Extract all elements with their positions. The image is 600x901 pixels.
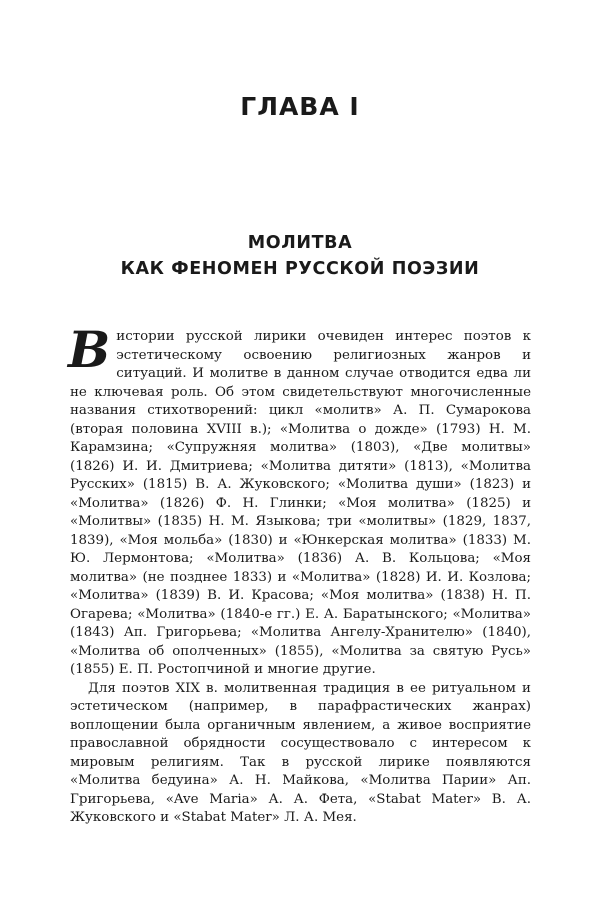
paragraph-1-text: истории русской лирики очевиден интерес поэтов к эстетическому освоению религиозных жанров и ситуаций. И молитве в данном случае отводится едва ли не ключевая роль. Об этом свидетельствуют многочисленные названия стихотворений: цикл «молитв» А. П. Сумарокова (вторая половина XVIII в.); «Молитва о дожде» (1793) Н. М. Карамзина; «Супружняя молитва» (1803), «Две молитвы» (1826) И. И. Дмитриева; «Молитва дитяти» (1813), «Молитва Русских» (1815) В. А. Жуковского; «Молитва души» (1823) и «Молитва» (1826) Ф. Н. Глинки; «Моя молитва» (1825) и «Молитвы» (1835) Н. М. Языкова; три «молитвы» (1829, 1837, 1839), «Моя мольба» (1830) и «Юнкерская молитва» (1833) М. Ю. Лермонтова; «Молитва» (1836) А. В. Кольцова; «Моя молитва» (не позднее 1833) и «Молитва» (1828) И. И. Козлова; «Молитва» (1839) В. И. Красова; «Моя молитва» (1838) Н. П. Огарева; «Молитва» (1840-е гг.) Е. А. Баратынского; «Молитва» (1843) Ап. Григорьева; «Молитва Ангелу-Хранителю» (1840), «Молитва об ополченных» (1855), «Молитва за святую Русь» (1855) Е. П. Ростопчиной и многие другие.: [70, 329, 531, 677]
paragraph-1: [68, 320, 531, 680]
body-text: [68, 320, 531, 828]
paragraph-2: Для поэтов XIX в. молитвенная традиция в ее ритуальном и эстетическом (например, в парафрастических жанрах) воплощении была органичным явлением, а живое восприятие православной обрядности сосуществовало с интересом к мировым религиям. Так в русской лирике появляются «Молитва бедуина» А. Н. Майкова, «Молитва Парии» Ап. Григорьева, «Ave Maria» А. А. Фета, «Stabat Mater» В. А. Жуковского и «Stabat Mater» Л. А. Мея.: [70, 680, 531, 825]
drop-cap: В: [68, 320, 111, 379]
section-title: [0, 230, 600, 282]
section-title-line-1: МОЛИТВА: [247, 233, 353, 253]
chapter-heading: ГЛАВА I: [240, 92, 360, 121]
section-title-line-2: КАК ФЕНОМЕН РУССКОЙ ПОЭЗИИ: [120, 259, 480, 279]
